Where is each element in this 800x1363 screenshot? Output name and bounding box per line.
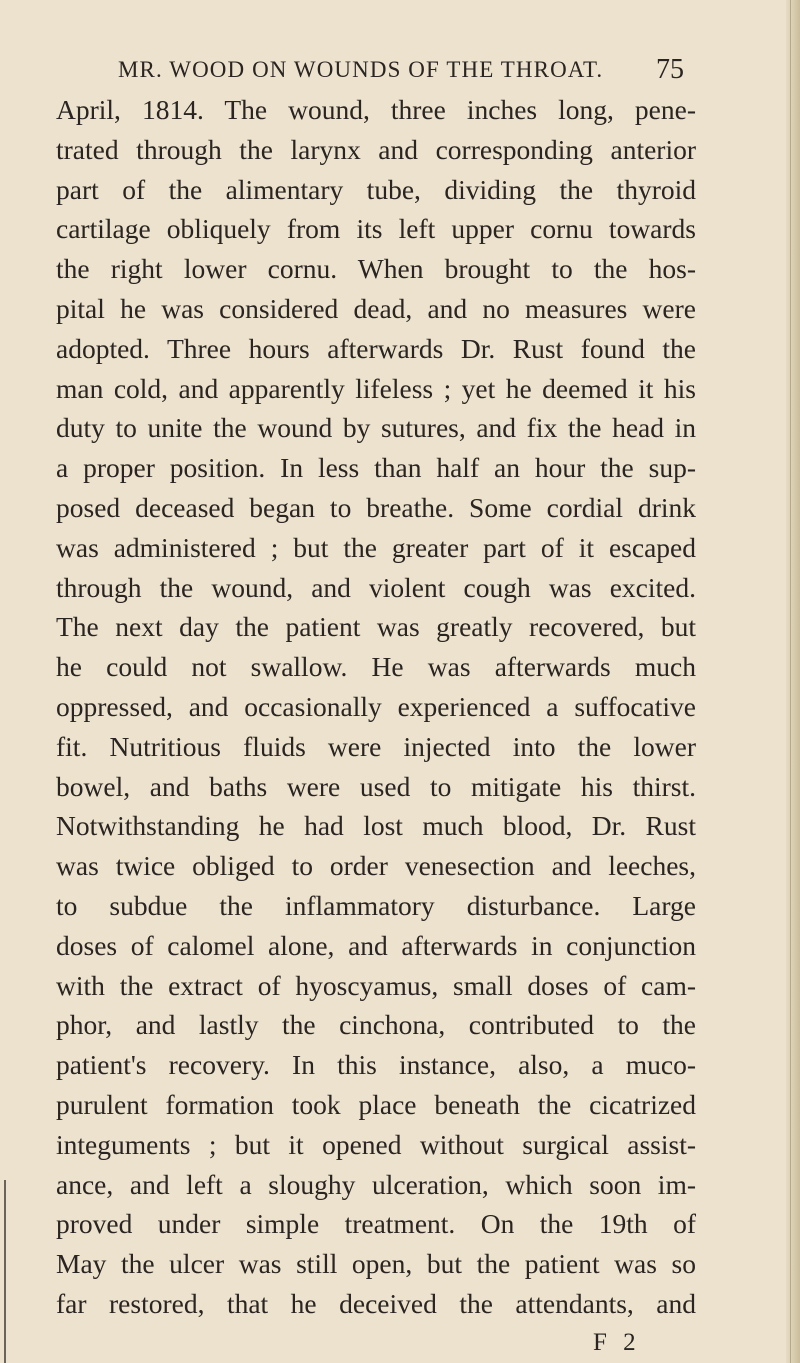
text-line: posed deceased began to breathe. Some cordial drink <box>56 491 696 523</box>
text-line: cartilage obliquely from its left upper cornu towards <box>56 213 696 245</box>
text-line: pital he was considered dead, and no measures were <box>56 292 696 324</box>
text-line: integuments ; but it opened without surgical assist- <box>56 1128 696 1160</box>
text-line: fit. Nutritious fluids were injected into the lower <box>56 730 696 762</box>
text-line: was administered ; but the greater part of it escaped <box>56 531 696 563</box>
text-line: adopted. Three hours afterwards Dr. Rust found the <box>56 332 696 364</box>
text-line: May the ulcer was still open, but the patient was so <box>56 1248 696 1280</box>
text-line: doses of calomel alone, and afterwards in conjunction <box>56 929 696 961</box>
running-head <box>118 50 684 90</box>
text-line: the right lower cornu. When brought to the hos- <box>56 253 696 285</box>
text-line: a proper position. In less than half an hour the sup- <box>56 452 696 484</box>
page-number: 75 <box>656 54 684 85</box>
text-line: duty to unite the wound by sutures, and fix the head in <box>56 412 696 444</box>
text-line: part of the alimentary tube, dividing the thyroid <box>56 173 696 205</box>
text-line: Notwithstanding he had lost much blood, Dr. Rust <box>56 810 696 842</box>
text-line: to subdue the inflammatory disturbance. Large <box>56 889 696 921</box>
signature-mark: F 2 <box>593 1329 641 1356</box>
text-line: April, 1814. The wound, three inches long, pene- <box>56 94 696 125</box>
text-line: he could not swallow. He was afterwards much <box>56 651 696 683</box>
text-line: proved under simple treatment. On the 19th of <box>56 1208 696 1240</box>
text-line: purulent formation took place beneath the cicatrized <box>56 1088 696 1120</box>
text-line: with the extract of hyoscyamus, small doses of cam- <box>56 969 696 1001</box>
text-line: trated through the larynx and corresponding anterior <box>56 133 696 165</box>
text-line: The next day the patient was greatly recovered, but <box>56 611 696 643</box>
text-line: oppressed, and occasionally experienced a suffocative <box>56 690 696 722</box>
text-line: far restored, that he deceived the attendants, and <box>56 1287 696 1319</box>
text-line: through the wound, and violent cough was excited. <box>56 571 696 603</box>
body-text <box>56 90 696 1324</box>
text-line: man cold, and apparently lifeless ; yet he deemed it his <box>56 372 696 404</box>
text-line: phor, and lastly the cinchona, contributed to the <box>56 1009 696 1041</box>
text-line: patient's recovery. In this instance, also, a muco- <box>56 1049 696 1081</box>
text-line: bowel, and baths were used to mitigate his thirst. <box>56 770 696 802</box>
page-edge-shadow <box>786 0 800 1363</box>
running-title: MR. WOOD ON WOUNDS OF THE THROAT. <box>118 57 604 82</box>
binding-edge <box>4 1180 6 1363</box>
page-edge-line <box>790 0 791 1363</box>
text-line: ance, and left a sloughy ulceration, which soon im- <box>56 1168 696 1200</box>
text-line: was twice obliged to order venesection and leeches, <box>56 850 696 882</box>
